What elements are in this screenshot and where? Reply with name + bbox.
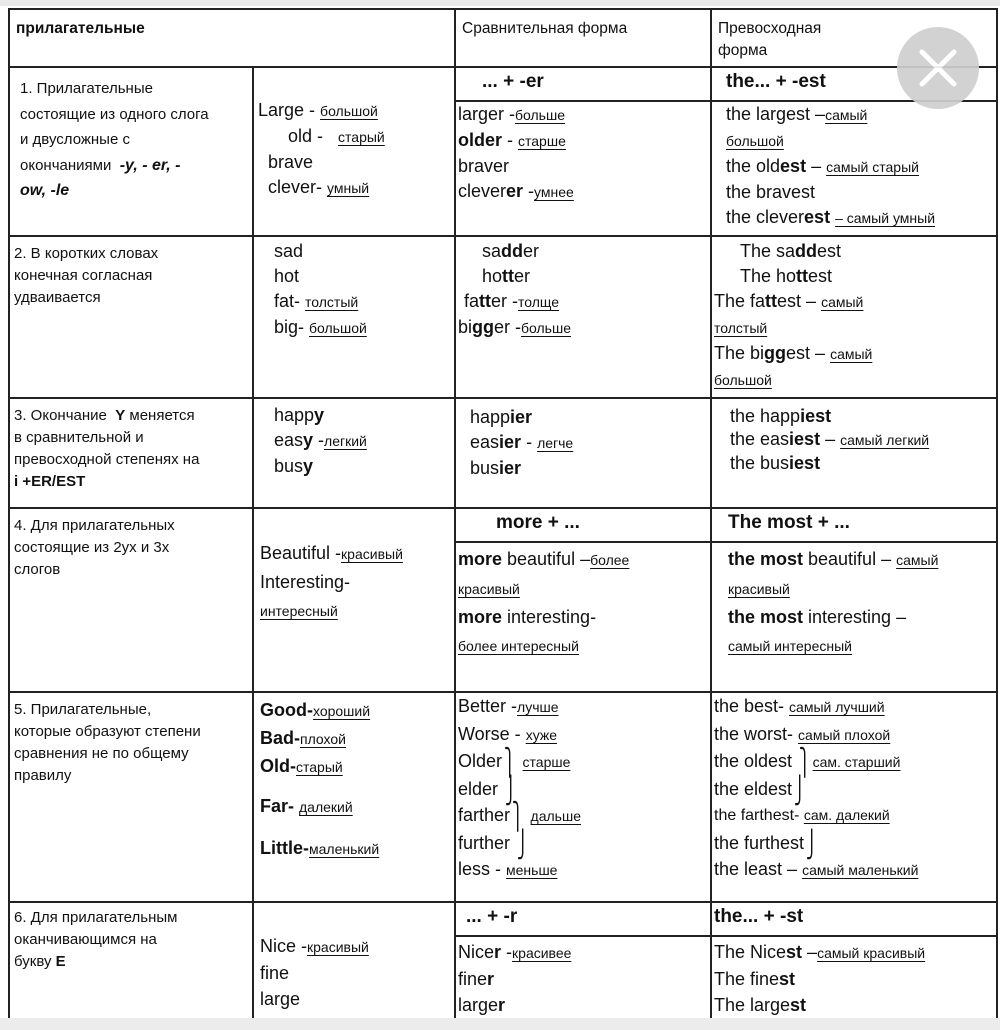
rule-cell: 6. Для прилагательным оканчивающимся на букву E [9,902,253,1028]
list-item: busy [274,456,314,476]
list-item: sad [274,241,304,261]
list-item: более интересный [458,638,579,654]
formula: ... + -er [456,68,710,102]
list-item: hotter [482,266,531,286]
list-item: The biggest – самый [714,343,873,363]
list-item: happy [274,405,325,425]
list-item: larger -больше [458,104,565,124]
list-item: less - меньше [458,859,558,879]
list-item: the farthest- сам. далекий [714,807,890,824]
list-item: Beautiful -красивый [260,543,403,563]
list-item: clever- умный [268,177,370,197]
superlative-cell [711,692,997,902]
list-item: The Nicest –самый красивый [714,942,926,962]
list-item: bigger -больше [458,317,571,337]
list-item: the furthest⎭ [714,828,818,859]
list-item: more beautiful –более [458,549,630,569]
list-item: большой [726,133,784,149]
list-item: Better -лучше [458,696,559,716]
list-item: farther⎫ дальше [458,801,581,832]
list-item: fatter -толще [464,291,560,311]
superlative-cell [711,398,997,508]
list-item: larger [458,995,506,1015]
list-item: easy -легкий [274,430,367,450]
brace-icon: ⎭ [793,774,806,805]
list-item: further ⎭ [458,828,529,859]
list-item: the cleverest – самый умный [726,207,936,227]
superlative-cell [711,236,997,398]
rule-cell: 2. В коротких словах конечная согласная удваивается [9,236,253,398]
top-edge [0,0,1000,6]
list-item: the worst- самый плохой [714,723,891,744]
list-item: the best- самый лучший [714,696,885,716]
close-icon [918,48,958,88]
list-item: big- большой [274,317,367,337]
table-row [9,398,997,508]
list-item: the least – самый маленький [714,859,919,879]
words-cell [253,508,455,692]
list-item: hot [274,266,300,286]
list-item: Bad-плохой [260,728,346,748]
rule-cell: 1. Прилагательные состоящие из одного слога и двусложные с окончаниями -y, - er, - ow, -le [9,67,253,236]
brace-icon: ⎭ [504,774,517,805]
list-item: Older⎫ старше [458,747,571,778]
list-item: the easiest – самый легкий [730,429,930,449]
list-item: Little-маленький [260,838,380,858]
list-item: the oldest – самый старый [726,156,919,176]
table-row [9,236,997,398]
comparative-cell [455,67,711,236]
formula: more + ... [456,509,710,543]
list-item: the most beautiful – самый [728,549,939,569]
table-row [9,692,997,902]
list-item: brave [268,152,314,172]
list-item: the largest –самый [726,104,868,124]
comparative-cell [455,236,711,398]
list-item: The finest [714,969,796,989]
list-item: fine [260,963,290,983]
list-item: The fattest – самый [714,291,864,311]
comparative-cell [455,398,711,508]
list-item: the happiest [730,406,832,426]
adjectives-table [8,8,998,1029]
list-item: красивый [458,581,520,597]
list-item: The largest [714,995,807,1015]
bottom-edge [0,1018,1000,1030]
list-item: sadder [482,241,540,261]
list-item: the most interesting – [728,607,907,627]
list-item: the busiest [730,453,821,473]
header-comparative: Сравнительная форма [455,9,711,67]
rule-cell: 5. Прилагательные, которые образуют степени сравнения не по общему правилу [9,692,253,902]
table-row [9,902,997,1028]
list-item: большой [714,372,772,388]
superlative-cell [711,902,997,1028]
list-item: easier - легче [470,432,574,452]
list-item: The hottest [740,266,833,286]
list-item: интересный [260,603,338,619]
words-cell [253,692,455,902]
list-item: elder ⎭ [458,774,517,805]
table-row [9,67,997,236]
list-item: finer [458,969,495,989]
list-item: fat- толстый [274,291,359,311]
header-row [9,9,997,67]
brace-icon: ⎭ [516,828,529,859]
list-item: braver [458,156,510,176]
table-row [9,508,997,692]
list-item: old - старый [288,126,385,146]
list-item: Good-хороший [260,700,371,720]
close-button[interactable] [897,27,979,109]
list-item: красивый [728,581,790,597]
formula: ... + -r [456,903,710,937]
words-cell [253,398,455,508]
list-item: The saddest [740,241,842,261]
brace-icon: ⎫ [798,747,811,778]
list-item: happier [470,407,533,427]
formula: the... + -st [712,903,996,937]
formula: the... + -est [712,68,996,102]
formula: The most + ... [712,509,996,543]
brace-icon: ⎫ [503,747,516,778]
words-cell [253,67,455,236]
superlative-cell [711,508,997,692]
list-item: Worse - хуже [458,723,557,744]
list-item: Old-старый [260,756,343,776]
list-item: Large - большой [258,100,378,120]
words-cell [253,236,455,398]
words-cell [253,902,455,1028]
list-item: толстый [714,320,768,336]
list-item: Interesting- [260,572,351,592]
list-item: older - старше [458,130,566,150]
list-item: самый интересный [728,638,852,654]
list-item: cleverer -умнее [458,181,574,201]
list-item: Far- далекий [260,796,353,816]
brace-icon: ⎫ [511,801,524,832]
header-superlative: Превосходная форма [711,9,997,67]
list-item: the bravest [726,182,816,202]
rule-cell: 3. Окончание Y меняется в сравнительной и превосходной степенях на i +ER/EST [9,398,253,508]
header-adjectives: прилагательные [9,9,455,67]
list-item: Nice -красивый [260,936,369,956]
comparative-cell [455,508,711,692]
list-item: large [260,989,301,1009]
rule-cell: 4. Для прилагательных состоящие из 2ух и 3х слогов [9,508,253,692]
list-item: busier [470,458,522,478]
comparative-cell [455,692,711,902]
brace-icon: ⎭ [805,828,818,859]
list-item: the eldest⎭ [714,774,806,805]
list-item: the oldest ⎫ сам. старший [714,747,901,778]
list-item: Nicer -красивее [458,942,572,962]
comparative-cell [455,902,711,1028]
list-item: more interesting- [458,607,597,627]
